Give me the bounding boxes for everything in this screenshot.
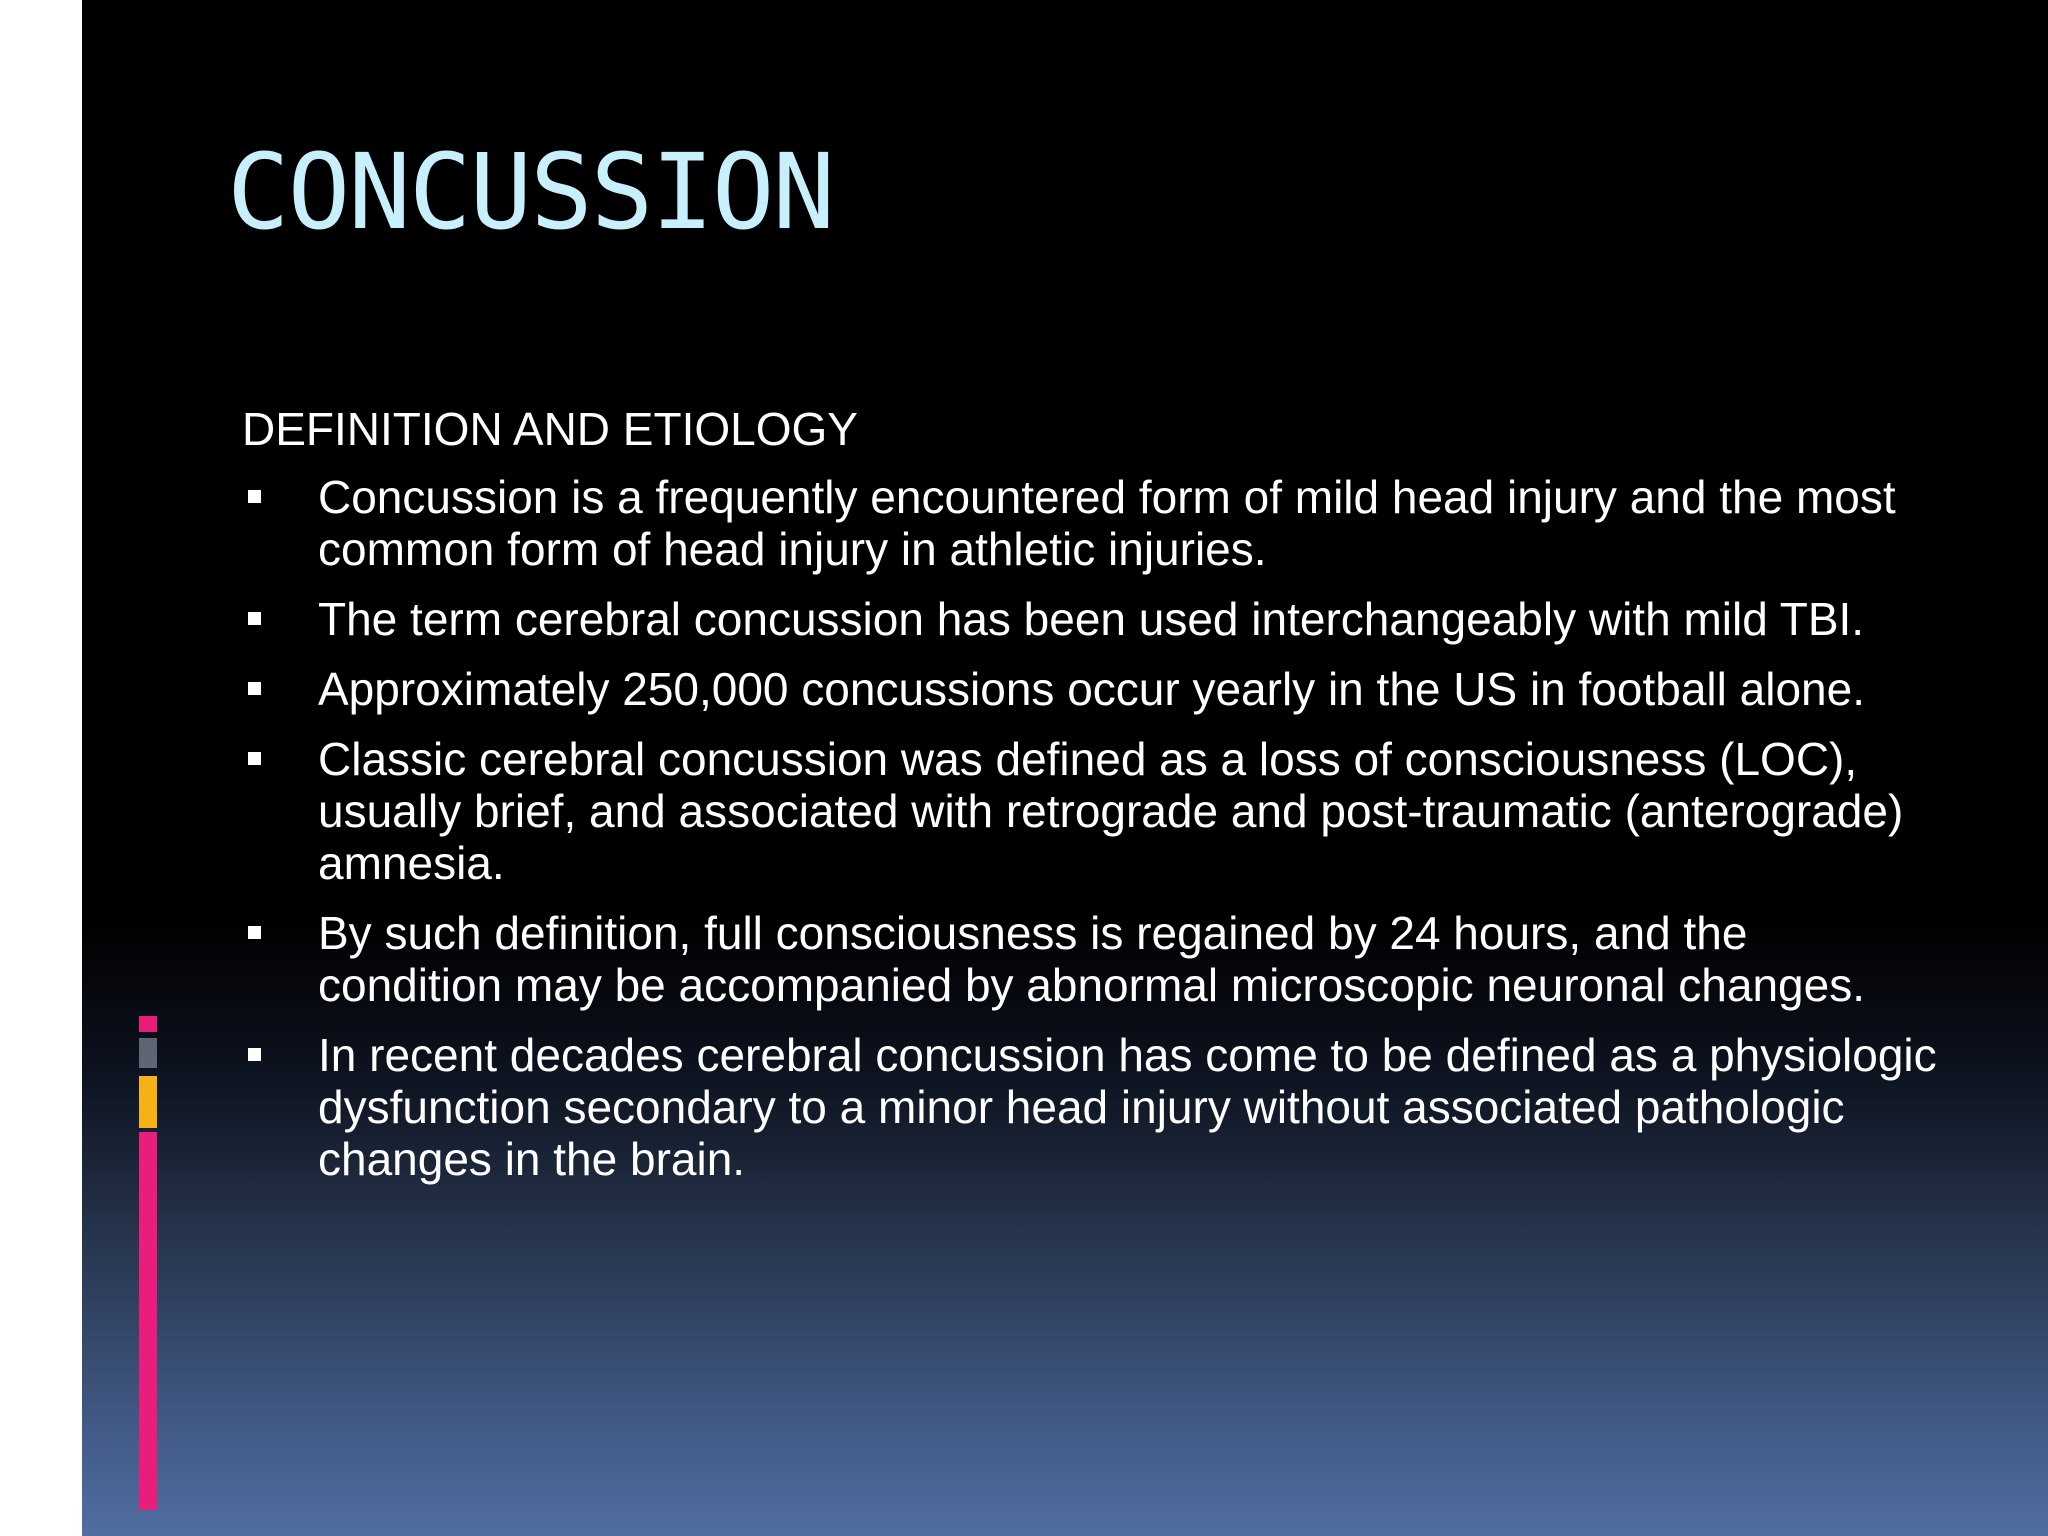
bullet-text: Approximately 250,000 concussions occur yearly in the US in football alone. [318,662,1865,715]
bullet-text: The term cerebral concussion has been used interchangeably with mild TBI. [318,592,1865,645]
bullet-text: By such definition, full consciousness is regained by 24 hours, and the condition may be accompanied by abnormal microscopic neuronal changes. [318,906,1865,1011]
bullet-item [242,593,1942,645]
left-margin-strip [0,0,82,1536]
decorative-stripes [130,136,164,236]
bullet-item [242,1029,1942,1185]
square-bullet-icon [248,926,261,939]
slide-title: CONCUSSION [227,131,834,253]
square-bullet-icon [248,682,261,695]
accent-bar-gray [139,1038,157,1068]
accent-bar-orange [139,1076,157,1128]
square-bullet-icon [248,752,261,765]
bullet-item [242,907,1942,1011]
bullet-item [242,663,1942,715]
bullet-item [242,471,1942,575]
accent-bar-pink-top [139,1016,157,1032]
square-bullet-icon [248,1048,261,1061]
bullet-item [242,733,1942,889]
accent-bar-pink-long [139,1132,157,1510]
bullet-list [242,471,1942,1185]
accent-bars [139,1016,157,1510]
bullet-text: Concussion is a frequently encountered form of mild head injury and the most common form of head injury in athletic injuries. [318,470,1896,575]
slide-content [242,404,1942,1203]
square-bullet-icon [248,490,261,503]
square-bullet-icon [248,612,261,625]
bullet-text: In recent decades cerebral concussion has come to be defined as a physiologic dysfunction secondary to a minor head injury without associated pathologic changes in the brain. [318,1028,1937,1185]
bullet-text: Classic cerebral concussion was defined as a loss of consciousness (LOC), usually brief, and associated with retrograde and post-traumatic (anterograde) amnesia. [318,732,1904,889]
section-subheading: DEFINITION AND ETIOLOGY [242,403,858,455]
